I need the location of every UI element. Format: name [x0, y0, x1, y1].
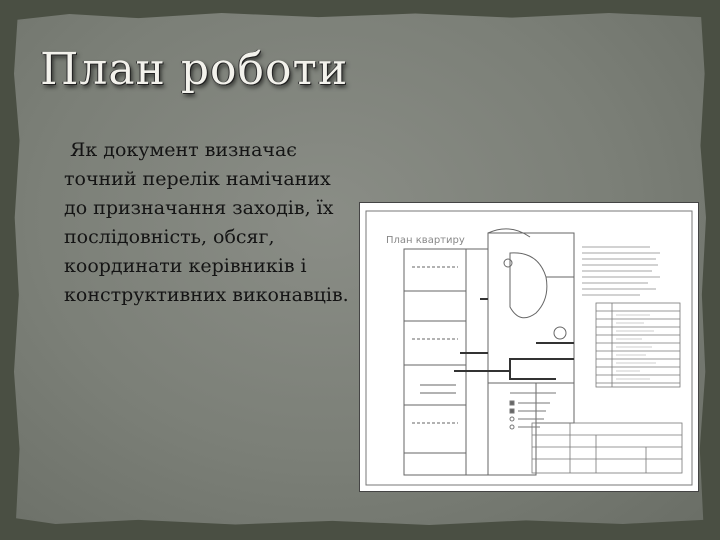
plan-schedule-text	[616, 315, 656, 379]
plan-wiring	[454, 299, 574, 379]
plan-legend	[510, 393, 556, 429]
plan-left-rooms	[404, 249, 466, 475]
plan-title-block	[532, 423, 682, 473]
plan-central-rooms	[466, 229, 574, 475]
floor-plan-image	[359, 202, 699, 492]
slide-title: План роботи	[40, 44, 349, 95]
slide-body-text: Як документ визначає точний перелік намічаних до призначання заходів, їх послідовність, обсяг, координати керівників і конструктивних виконавців.	[64, 139, 349, 306]
plan-caption-text: План квартиру	[386, 235, 465, 246]
plan-notes	[582, 247, 660, 295]
floor-plan-drawing	[360, 203, 698, 491]
plan-schedule-table	[596, 303, 680, 387]
